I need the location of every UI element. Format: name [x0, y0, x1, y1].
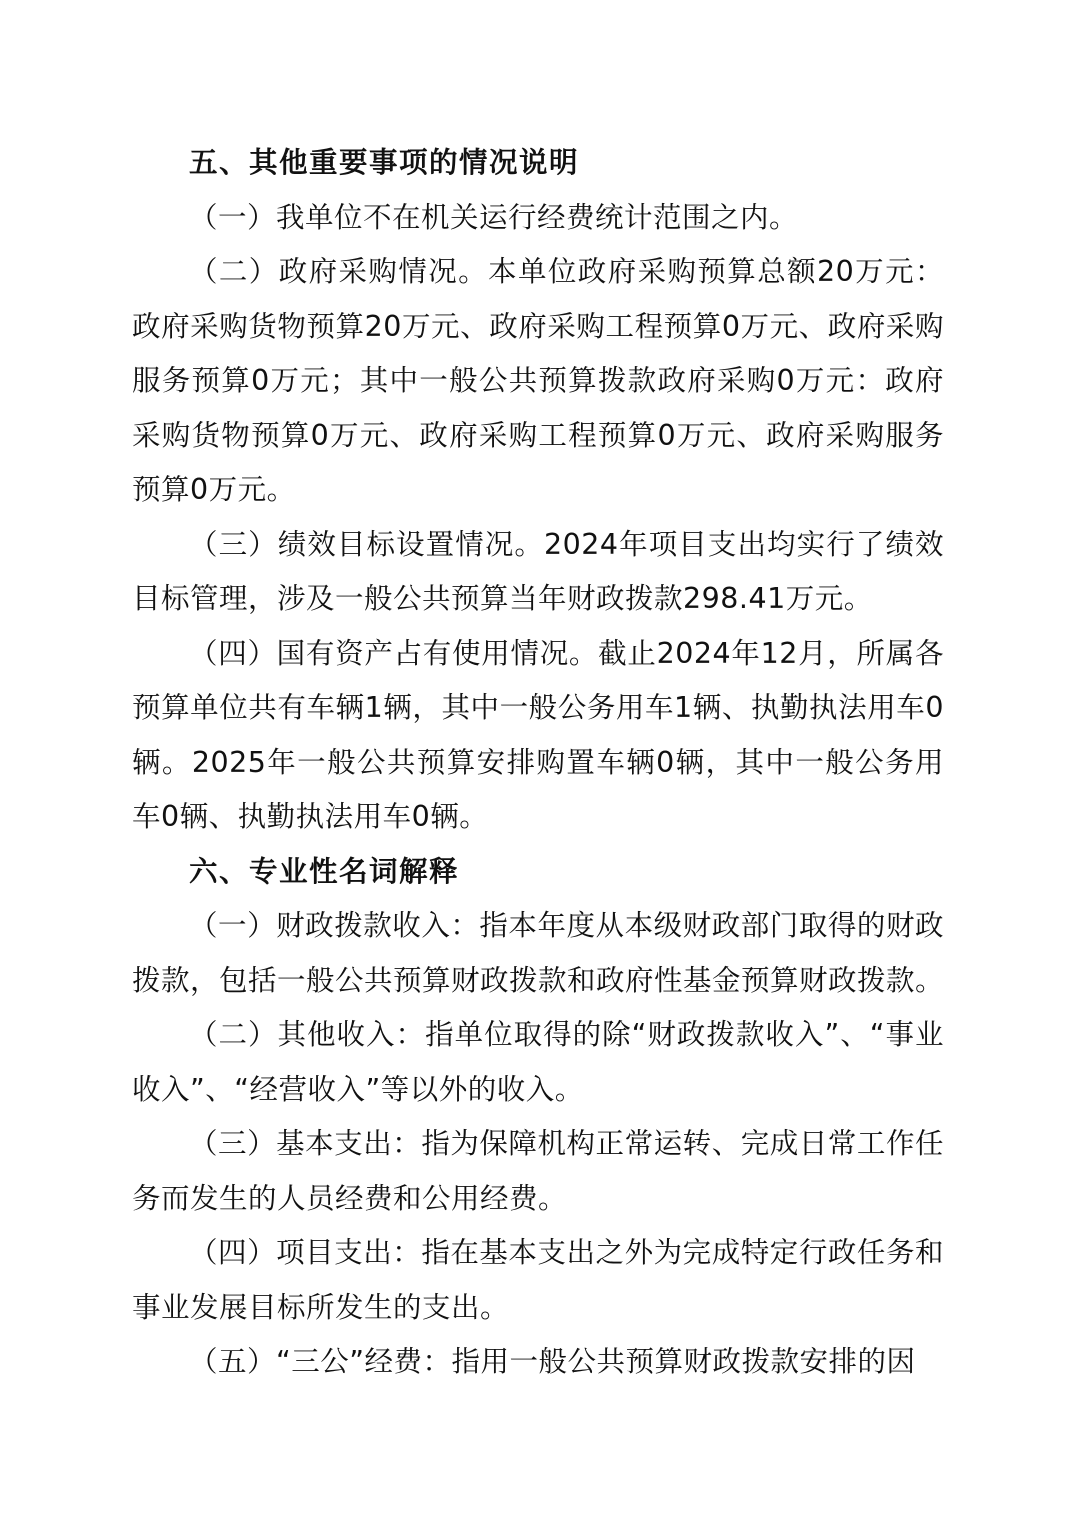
paragraph: （四）项目支出：指在基本支出之外为完成特定行政任务和事业发展目标所发生的支出。: [132, 1236, 944, 1324]
paragraph: （三）基本支出：指为保障机构正常运转、完成日常工作任务而发生的人员经费和公用经费。: [132, 1127, 944, 1215]
paragraph: （四）国有资产占有使用情况。截止2024年12月，所属各预算单位共有车辆1辆，其中一般公务用车1辆、执勤执法用车0辆。2025年一般公共预算安排购置车辆0辆，其中一般公务用车0辆、执勤执法用车0辆。: [132, 636, 944, 833]
document-body: [132, 136, 944, 1390]
paragraph: （一）我单位不在机关运行经费统计范围之内。: [189, 200, 799, 234]
paragraph: （一）财政拨款收入：指本年度从本级财政部门取得的财政拨款，包括一般公共预算财政拨款和政府性基金预算财政拨款。: [132, 909, 945, 997]
paragraph: （三）绩效目标设置情况。2024年项目支出均实行了绩效目标管理，涉及一般公共预算当年财政拨款298.41万元。: [132, 527, 944, 615]
paragraph: （二）政府采购情况。本单位政府采购预算总额20万元：政府采购货物预算20万元、政府采购工程预算0万元、政府采购服务预算0万元；其中一般公共预算拨款政府采购0万元：政府采购货物预算0万元、政府采购工程预算0万元、政府采购服务预算0万元。: [132, 255, 944, 506]
section-heading: 六、专业性名词解释: [189, 854, 460, 888]
paragraph: （五）“三公”经费：指用一般公共预算财政拨款安排的因: [189, 1345, 916, 1378]
section-heading: 五、其他重要事项的情况说明: [189, 146, 580, 179]
paragraph: （二）其他收入：指单位取得的除“财政拨款收入”、“事业收入”、“经营收入”等以外的收入。: [132, 1018, 944, 1106]
